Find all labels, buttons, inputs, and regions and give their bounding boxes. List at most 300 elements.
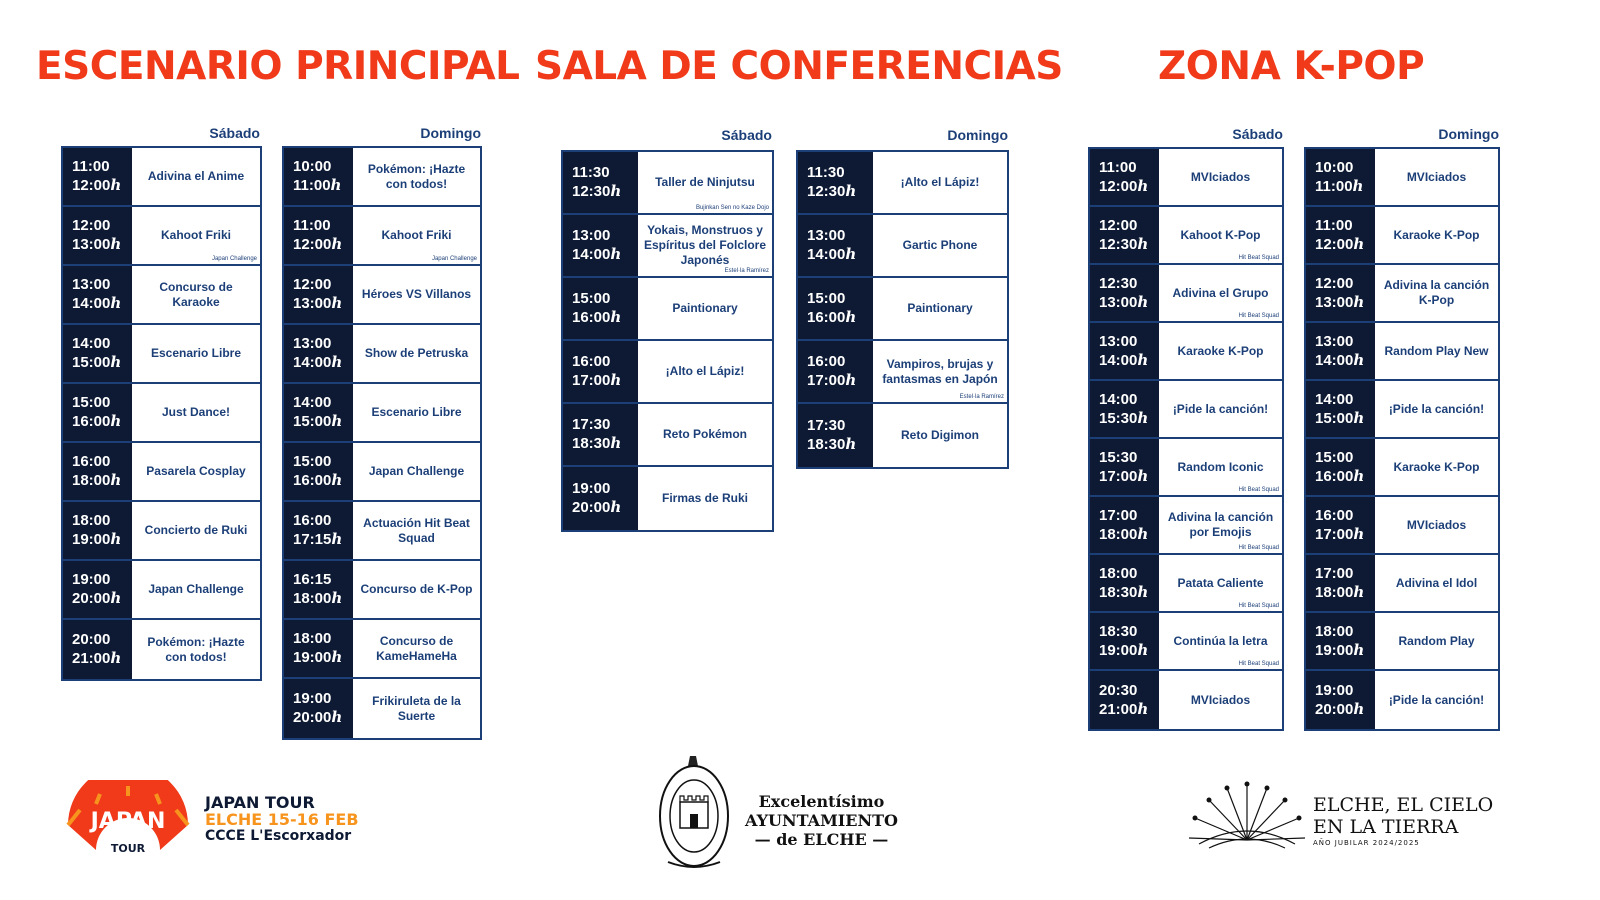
day-label-kpop-sat: Sábado	[1232, 126, 1283, 142]
activity-title: Pasarela Cosplay	[146, 464, 246, 478]
end-time-line	[72, 235, 132, 254]
jubilar-line1: ELCHE, EL CIELO	[1313, 794, 1494, 816]
start-time: 17:30	[572, 416, 611, 433]
activity-title: ¡Pide la canción!	[1388, 692, 1485, 707]
end-time-line	[1099, 467, 1159, 486]
end-time-line	[1099, 525, 1159, 544]
hour-suffix: h	[1353, 466, 1365, 485]
activity-title: Japan Challenge	[148, 582, 244, 596]
time-slot	[563, 152, 638, 213]
hour-suffix: h	[331, 471, 343, 489]
time-slot	[798, 152, 873, 213]
start-time: 10:00	[293, 158, 332, 175]
time-slot	[63, 561, 132, 618]
hour-suffix: h	[110, 294, 122, 312]
activity-title: Escenario Libre	[150, 346, 242, 360]
time-slot	[284, 620, 353, 677]
end-time: 20:00	[293, 709, 332, 726]
time-slot	[63, 620, 132, 679]
time-slot	[63, 384, 132, 441]
start-time: 12:00	[1099, 216, 1138, 234]
activity-title: Adivina el Grupo	[1172, 285, 1269, 300]
end-time: 14:00	[293, 354, 332, 371]
activity-title: Adivina el Idol	[1395, 575, 1478, 590]
activity-cell	[1375, 265, 1498, 321]
end-time-line	[572, 434, 638, 453]
start-time: 13:00	[807, 227, 846, 244]
schedule-row	[798, 404, 1007, 467]
time-slot	[1090, 671, 1159, 729]
activity-cell	[353, 207, 480, 264]
activity-organizer: Hit Beat Squad	[1238, 487, 1279, 493]
time-slot	[1090, 207, 1159, 263]
schedule-row	[1306, 265, 1498, 323]
time-slot	[563, 215, 638, 276]
end-time-line	[807, 371, 873, 390]
schedule-escenario-domingo	[282, 146, 482, 740]
activity-title: Karaoke K-Pop	[1393, 459, 1480, 474]
schedule-row	[63, 207, 260, 266]
end-time-line	[1315, 467, 1375, 486]
time-slot	[284, 325, 353, 382]
ayuntamiento-elche-logo	[650, 752, 910, 872]
end-time: 17:00	[572, 372, 611, 389]
schedule-sala-sabado	[561, 150, 774, 532]
hour-suffix: h	[330, 176, 342, 194]
end-time-line	[72, 294, 132, 313]
activity-title: Continúa la letra	[1173, 633, 1268, 648]
end-time: 14:00	[1315, 351, 1354, 369]
end-time: 16:00	[72, 413, 111, 430]
activity-organizer: Estel·la Ramírez	[724, 268, 769, 274]
end-time-line	[1315, 409, 1375, 428]
activity-title: Random Play New	[1384, 343, 1489, 358]
end-time-line	[293, 648, 353, 667]
hour-suffix: h	[110, 530, 122, 548]
end-time-line	[1315, 700, 1375, 719]
end-time: 12:00	[1315, 235, 1354, 253]
title-sala-conferencias: SALA DE CONFERENCIAS	[535, 44, 1063, 89]
end-time-line	[293, 708, 353, 727]
activity-cell	[1159, 323, 1282, 379]
activity-cell	[638, 278, 772, 339]
end-time-line	[1315, 293, 1375, 312]
hour-suffix: h	[1137, 699, 1149, 718]
end-time: 20:00	[572, 499, 611, 516]
end-time: 19:00	[293, 649, 332, 666]
schedule-row	[63, 502, 260, 561]
activity-title: Just Dance!	[161, 405, 231, 419]
start-time: 16:00	[1315, 506, 1354, 524]
end-time-line	[1099, 293, 1159, 312]
time-slot	[1306, 555, 1375, 611]
activity-title: Adivina la canción por Emojis	[1167, 510, 1274, 539]
japan-tour-line2: ELCHE 15-16 FEB	[205, 810, 359, 829]
activity-organizer: Hit Beat Squad	[1238, 255, 1279, 261]
schedule-row	[798, 341, 1007, 404]
activity-title: Paintionary	[907, 301, 973, 315]
activity-cell	[1375, 149, 1498, 205]
day-label-esc-sun: Domingo	[420, 125, 481, 141]
hour-suffix: h	[1353, 350, 1365, 369]
title-zona-kpop: ZONA K-POP	[1158, 44, 1425, 89]
time-slot	[563, 278, 638, 339]
start-time: 15:00	[293, 453, 332, 470]
day-label-sala-sat: Sábado	[721, 127, 772, 143]
end-time: 11:00	[293, 177, 331, 194]
end-time: 17:00	[1315, 525, 1354, 543]
activity-cell	[132, 620, 260, 679]
hour-suffix: h	[610, 498, 622, 516]
schedule-row	[1306, 381, 1498, 439]
schedule-row	[798, 278, 1007, 341]
start-time: 18:00	[1315, 622, 1354, 640]
activity-title: MVIciados	[1190, 692, 1251, 707]
start-time: 11:00	[72, 158, 110, 175]
activity-title: ¡Alto el Lápiz!	[665, 364, 745, 378]
hour-suffix: h	[110, 353, 122, 371]
hour-suffix: h	[1137, 408, 1149, 427]
start-time: 11:00	[1099, 158, 1137, 176]
activity-cell	[1159, 439, 1282, 495]
schedule-row	[1306, 149, 1498, 207]
end-time-line	[72, 589, 132, 608]
schedule-row	[284, 443, 480, 502]
activity-cell	[1375, 381, 1498, 437]
end-time: 12:30	[572, 183, 611, 200]
schedule-row	[63, 325, 260, 384]
activity-title: Escenario Libre	[371, 405, 462, 419]
schedule-row	[1306, 497, 1498, 555]
activity-cell	[1375, 555, 1498, 611]
hour-suffix: h	[610, 434, 622, 452]
activity-title: Yokais, Monstruos y Espíritus del Folclore Japonés	[643, 223, 767, 267]
activity-cell	[353, 266, 480, 323]
activity-title: Concurso de KameHameHa	[376, 633, 457, 663]
activity-cell	[638, 341, 772, 402]
hour-suffix: h	[1137, 350, 1149, 369]
activity-title: Concurso de Karaoke	[159, 279, 233, 309]
end-time: 12:30	[1099, 235, 1138, 253]
end-time: 16:00	[1315, 467, 1354, 485]
hour-suffix: h	[1353, 234, 1365, 253]
end-time: 19:00	[1315, 641, 1354, 659]
end-time: 13:00	[1315, 293, 1354, 311]
start-time: 14:00	[72, 335, 111, 352]
end-time-line	[72, 649, 132, 668]
end-time-line	[293, 412, 353, 431]
activity-title: Adivina la canción K-Pop	[1383, 278, 1490, 307]
end-time: 18:00	[1315, 583, 1354, 601]
day-label-sala-sun: Domingo	[947, 127, 1008, 143]
start-time: 14:00	[1315, 390, 1354, 408]
activity-title: Héroes VS Villanos	[361, 287, 472, 301]
activity-cell	[353, 148, 480, 205]
activity-title: Japan Challenge	[368, 464, 465, 478]
activity-title: Kahoot K-Pop	[1180, 227, 1261, 242]
schedule-row	[798, 152, 1007, 215]
activity-cell	[132, 502, 260, 559]
activity-cell	[1375, 323, 1498, 379]
start-time: 12:30	[1099, 274, 1138, 292]
time-slot	[798, 404, 873, 467]
hour-suffix: h	[1353, 292, 1365, 311]
activity-title: Vampiros, brujas y fantasmas en Japón	[882, 356, 998, 386]
hour-suffix: h	[110, 412, 122, 430]
end-time-line	[1315, 641, 1375, 660]
tour-text: TOUR	[110, 842, 146, 855]
activity-organizer: Estel·la Ramírez	[959, 394, 1004, 400]
schedule-row	[1090, 671, 1282, 729]
activity-cell	[1159, 671, 1282, 729]
activity-title: Frikiruleta de la Suerte	[372, 693, 461, 723]
schedule-row	[284, 679, 480, 738]
hour-suffix: h	[845, 435, 857, 453]
start-time: 12:00	[72, 217, 111, 234]
time-slot	[284, 502, 353, 559]
start-time: 13:00	[572, 227, 611, 244]
end-time: 13:00	[72, 236, 111, 253]
time-slot	[1306, 149, 1375, 205]
activity-title: Random Play	[1398, 633, 1475, 648]
ayuntamiento-line1: Excelentísimo	[758, 792, 885, 811]
time-slot	[1090, 439, 1159, 495]
schedule-row	[563, 341, 772, 404]
elche-cielo-tierra-logo	[1185, 778, 1515, 858]
end-time: 17:00	[1099, 467, 1138, 485]
schedule-row	[284, 502, 480, 561]
time-slot	[1090, 555, 1159, 611]
end-time-line	[293, 294, 353, 313]
japan-tour-logo	[60, 780, 360, 860]
activity-title: Gartic Phone	[902, 238, 978, 252]
activity-organizer: Japan Challenge	[211, 256, 257, 262]
sunburst-icon	[1185, 778, 1310, 853]
time-slot	[284, 266, 353, 323]
activity-title: Karaoke K-Pop	[1393, 227, 1480, 242]
start-time: 16:00	[72, 453, 111, 470]
activity-title: Patata Caliente	[1177, 575, 1264, 590]
hour-suffix: h	[110, 235, 122, 253]
hour-suffix: h	[845, 245, 857, 263]
end-time-line	[72, 471, 132, 490]
japan-fan-icon	[60, 780, 195, 860]
activity-title: ¡Pide la canción!	[1172, 401, 1269, 416]
end-time-line	[1315, 583, 1375, 602]
time-slot	[1090, 265, 1159, 321]
time-slot	[798, 278, 873, 339]
hour-suffix: h	[610, 182, 622, 200]
end-time: 18:00	[1099, 525, 1138, 543]
end-time-line	[1315, 235, 1375, 254]
activity-title: Reto Pokémon	[662, 427, 747, 441]
schedule-row	[1306, 555, 1498, 613]
activity-title: Karaoke K-Pop	[1177, 343, 1264, 358]
activity-title: Kahoot Friki	[381, 228, 452, 242]
start-time: 16:00	[293, 512, 332, 529]
schedule-row	[1090, 381, 1282, 439]
activity-organizer: Hit Beat Squad	[1238, 603, 1279, 609]
time-slot	[1306, 671, 1375, 729]
end-time: 16:00	[807, 309, 846, 326]
hour-suffix: h	[1353, 582, 1365, 601]
end-time-line	[572, 182, 638, 201]
hour-suffix: h	[331, 412, 343, 430]
activity-cell	[1159, 613, 1282, 669]
schedule-row	[1306, 207, 1498, 265]
activity-title: MVIciados	[1406, 169, 1467, 184]
activity-title: Pokémon: ¡Hazte con todos!	[367, 161, 466, 191]
time-slot	[63, 443, 132, 500]
schedule-row	[1090, 149, 1282, 207]
activity-title: Pokémon: ¡Hazte con todos!	[147, 634, 245, 664]
end-time: 15:00	[72, 354, 111, 371]
hour-suffix: h	[1353, 524, 1365, 543]
activity-cell	[132, 443, 260, 500]
activity-title: Reto Digimon	[901, 428, 979, 442]
activity-cell	[1159, 149, 1282, 205]
hour-suffix: h	[1353, 699, 1365, 718]
activity-cell	[1159, 381, 1282, 437]
schedule-row	[563, 467, 772, 530]
end-time-line	[293, 471, 353, 490]
end-time: 12:30	[807, 183, 846, 200]
schedule-kpop-sabado	[1088, 147, 1284, 731]
end-time-line	[293, 176, 353, 195]
schedule-escenario-sabado	[61, 146, 262, 681]
activity-title: Actuación Hit Beat Squad	[363, 515, 470, 545]
time-slot	[1090, 381, 1159, 437]
start-time: 13:00	[1315, 332, 1354, 350]
activity-organizer: Hit Beat Squad	[1238, 313, 1279, 319]
time-slot	[63, 207, 132, 264]
activity-organizer: Hit Beat Squad	[1238, 661, 1279, 667]
time-slot	[798, 341, 873, 402]
start-time: 19:00	[1315, 681, 1354, 699]
start-time: 15:00	[1315, 448, 1354, 466]
time-slot	[284, 207, 353, 264]
end-time: 14:00	[1099, 351, 1138, 369]
end-time: 12:00	[72, 177, 111, 194]
time-slot	[1306, 439, 1375, 495]
end-time-line	[293, 235, 353, 254]
schedule-row	[1090, 265, 1282, 323]
activity-title: Firmas de Ruki	[661, 491, 749, 505]
hour-suffix: h	[845, 371, 857, 389]
activity-cell	[1159, 497, 1282, 553]
end-time: 18:30	[807, 436, 846, 453]
start-time: 16:15	[293, 571, 332, 588]
end-time: 21:00	[1099, 700, 1138, 718]
end-time-line	[72, 412, 132, 431]
hour-suffix: h	[1137, 640, 1149, 659]
schedule-row	[284, 384, 480, 443]
schedule-row	[1090, 439, 1282, 497]
end-time: 12:00	[1099, 177, 1138, 195]
time-slot	[63, 502, 132, 559]
hour-suffix: h	[1137, 582, 1149, 601]
end-time-line	[1099, 641, 1159, 660]
schedule-row	[563, 152, 772, 215]
schedule-row	[63, 620, 260, 679]
hour-suffix: h	[610, 308, 622, 326]
time-slot	[798, 215, 873, 276]
end-time-line	[807, 435, 873, 454]
time-slot	[63, 148, 132, 205]
activity-organizer: Japan Challenge	[431, 256, 477, 262]
start-time: 19:00	[293, 690, 332, 707]
time-slot	[563, 404, 638, 465]
hour-suffix: h	[1137, 292, 1149, 311]
schedule-row	[1090, 207, 1282, 265]
end-time: 13:00	[1099, 293, 1138, 311]
schedule-row	[63, 443, 260, 502]
end-time: 14:00	[572, 246, 611, 263]
end-time-line	[293, 589, 353, 608]
start-time: 15:00	[572, 290, 611, 307]
time-slot	[284, 148, 353, 205]
end-time: 15:30	[1099, 409, 1138, 427]
activity-title: Taller de Ninjutsu	[655, 175, 755, 189]
activity-cell	[132, 207, 260, 264]
start-time: 11:00	[293, 217, 331, 234]
activity-cell	[873, 404, 1007, 467]
schedule-row	[284, 207, 480, 266]
start-time: 11:30	[807, 164, 845, 181]
end-time-line	[1099, 177, 1159, 196]
end-time-line	[72, 176, 132, 195]
hour-suffix: h	[110, 471, 122, 489]
start-time: 15:30	[1099, 448, 1138, 466]
end-time-line	[1099, 235, 1159, 254]
hour-suffix: h	[331, 648, 343, 666]
start-time: 18:00	[72, 512, 111, 529]
start-time: 18:00	[293, 630, 332, 647]
end-time-line	[1315, 177, 1375, 196]
schedule-row	[284, 561, 480, 620]
hour-suffix: h	[610, 371, 622, 389]
start-time: 11:30	[572, 164, 610, 181]
activity-cell	[638, 467, 772, 530]
activity-cell	[353, 325, 480, 382]
time-slot	[1090, 149, 1159, 205]
schedule-row	[1306, 671, 1498, 729]
time-slot	[563, 341, 638, 402]
schedule-row	[1090, 613, 1282, 671]
end-time-line	[1099, 409, 1159, 428]
activity-cell	[353, 679, 480, 738]
time-slot	[1306, 265, 1375, 321]
activity-cell	[353, 620, 480, 677]
time-slot	[1090, 323, 1159, 379]
time-slot	[63, 266, 132, 323]
activity-cell	[638, 215, 772, 276]
start-time: 20:30	[1099, 681, 1138, 699]
end-time: 17:15	[293, 531, 332, 548]
start-time: 17:00	[1099, 506, 1138, 524]
activity-organizer: Hit Beat Squad	[1238, 545, 1279, 551]
end-time: 14:00	[72, 295, 111, 312]
activity-cell	[353, 561, 480, 618]
end-time-line	[807, 308, 873, 327]
activity-cell	[1375, 671, 1498, 729]
hour-suffix: h	[110, 589, 122, 607]
end-time-line	[293, 530, 353, 549]
activity-cell	[873, 215, 1007, 276]
start-time: 18:30	[1099, 622, 1138, 640]
japan-tour-line3: CCCE L'Escorxador	[205, 828, 352, 844]
hour-suffix: h	[1353, 408, 1365, 427]
